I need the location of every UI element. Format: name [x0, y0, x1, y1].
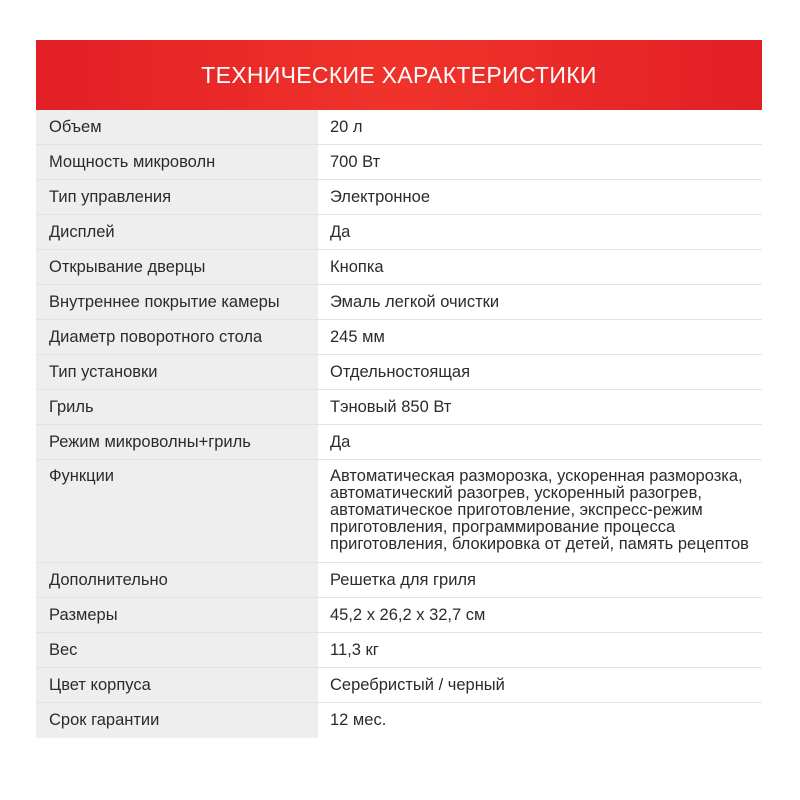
spec-name: Срок гарантии — [36, 703, 318, 738]
spec-name: Мощность микроволн — [36, 145, 318, 180]
spec-name: Тип управления — [36, 180, 318, 215]
spec-value: 245 мм — [318, 320, 762, 355]
spec-value: 700 Вт — [318, 145, 762, 180]
specs-card — [36, 40, 762, 738]
spec-value: Кнопка — [318, 250, 762, 285]
spec-name: Внутреннее покрытие камеры — [36, 285, 318, 320]
specs-table — [36, 110, 762, 738]
spec-value: Серебристый / черный — [318, 668, 762, 703]
spec-name: Цвет корпуса — [36, 668, 318, 703]
spec-name: Размеры — [36, 598, 318, 633]
spec-value: Да — [318, 215, 762, 250]
spec-value: Да — [318, 425, 762, 460]
spec-value: Решетка для гриля — [318, 563, 762, 598]
specs-header — [36, 40, 762, 110]
spec-name: Дополнительно — [36, 563, 318, 598]
spec-name: Тип установки — [36, 355, 318, 390]
spec-name: Режим микроволны+гриль — [36, 425, 318, 460]
spec-name: Гриль — [36, 390, 318, 425]
spec-name: Дисплей — [36, 215, 318, 250]
spec-name: Вес — [36, 633, 318, 668]
spec-value: Тэновый 850 Вт — [318, 390, 762, 425]
spec-value: Отдельностоящая — [318, 355, 762, 390]
spec-value: 45,2 х 26,2 х 32,7 см — [318, 598, 762, 633]
spec-value: Электронное — [318, 180, 762, 215]
spec-name: Объем — [36, 110, 318, 145]
spec-name: Диаметр поворотного стола — [36, 320, 318, 355]
spec-value: 20 л — [318, 110, 762, 145]
spec-value: 11,3 кг — [318, 633, 762, 668]
spec-value: Эмаль легкой очистки — [318, 285, 762, 320]
specs-title: ТЕХНИЧЕСКИЕ ХАРАКТЕРИСТИКИ — [201, 61, 597, 88]
spec-name: Функции — [36, 460, 318, 563]
spec-name: Открывание дверцы — [36, 250, 318, 285]
spec-value: Автоматическая разморозка, ускоренная разморозка, автоматический разогрев, ускоренный разогрев, автоматическое приготовление, экспресс-режим приготовления, программирование процесса приготовления, блокировка от детей, память рецептов — [318, 460, 762, 563]
spec-value: 12 мес. — [318, 703, 762, 738]
